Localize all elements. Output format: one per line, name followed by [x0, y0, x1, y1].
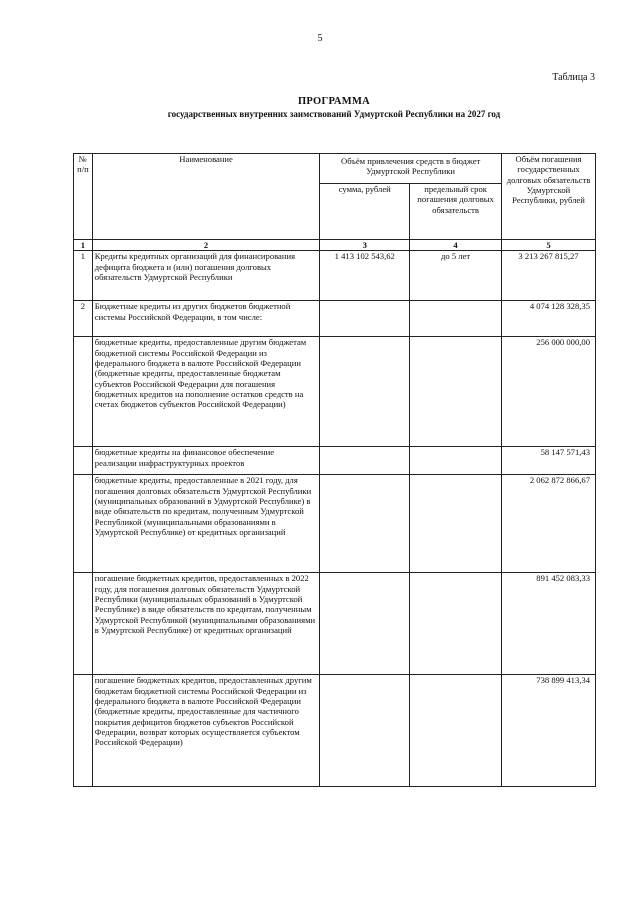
document-title: ПРОГРАММА — [297, 96, 371, 107]
row-term: до 5 лет — [410, 251, 502, 301]
row-name: Кредиты кредитных организаций для финансирования дефицита бюджета и (или) погашения долговых обязательств Удмуртской Республики — [92, 251, 320, 301]
row-num — [74, 475, 93, 573]
page-number: 5 — [317, 33, 323, 44]
row-repay: 58 147 571,43 — [502, 447, 596, 475]
header-amount: сумма, рублей — [320, 184, 410, 240]
row-term — [410, 447, 502, 475]
row-amount — [320, 573, 410, 675]
row-name: бюджетные кредиты, предоставленные в 2021 году, для погашения долговых обязательств Удмуртской Республики (муниципальных образований в Удмуртской Республике) в виде обязательств по кредитам, полученным Удмуртской Республикой (муниципальными образованиями в Удмуртской Республике) от кредитных организаций — [92, 475, 320, 573]
column-number: 4 — [410, 240, 502, 251]
row-name: бюджетные кредиты, предоставленные другим бюджетам бюджетной системы Российской Федерации из федерального бюджета в валюте Российской Федерации (бюджетные кредиты, предоставленные бюджетам субъектов Российской Федерации для погашения бюджетных кредитов на пополнение остатков средств на счетах бюджетов субъектов Российской Федерации) — [92, 337, 320, 447]
table-row — [74, 675, 596, 787]
header-repay: Объём погашения государственных долговых обязательств Удмуртской Республики, рублей — [502, 154, 596, 240]
row-repay: 2 062 872 866,67 — [502, 475, 596, 573]
column-number: 1 — [74, 240, 93, 251]
row-amount: 1 413 102 543,62 — [320, 251, 410, 301]
row-num — [74, 447, 93, 475]
table-row — [74, 573, 596, 675]
row-term — [410, 675, 502, 787]
row-num: 2 — [74, 301, 93, 337]
document-subtitle: государственных внутренних заимствований Удмуртской Республики на 2027 год — [167, 109, 501, 119]
column-number: 3 — [320, 240, 410, 251]
row-amount — [320, 337, 410, 447]
table-row — [74, 447, 596, 475]
table-row — [74, 475, 596, 573]
header-term: предельный срок погашения долговых обязательств — [410, 184, 502, 240]
table-row — [74, 301, 596, 337]
row-amount — [320, 475, 410, 573]
row-amount — [320, 447, 410, 475]
row-name: погашение бюджетных кредитов, предоставленных в 2022 году, для погашения долговых обязательств Удмуртской Республики (муниципальных образований в Удмуртской Республике) в виде обязательств по кредитам, полученным Удмуртской Республикой (муниципальными образованиями в Удмуртской Республике) от кредитных организаций — [92, 573, 320, 675]
column-number: 5 — [502, 240, 596, 251]
header-num: № п/п — [74, 154, 93, 240]
row-num: 1 — [74, 251, 93, 301]
row-repay: 4 074 128 328,35 — [502, 301, 596, 337]
row-amount — [320, 301, 410, 337]
row-num — [74, 337, 93, 447]
header-name: Наименование — [92, 154, 320, 240]
row-term — [410, 475, 502, 573]
column-number: 2 — [92, 240, 320, 251]
row-num — [74, 573, 93, 675]
row-name: погашение бюджетных кредитов, предоставленных другим бюджетам бюджетной системы Российской Федерации из федерального бюджета в валюте Российской Федерации (бюджетные кредиты, предоставленные для частичного покрытия дефицитов бюджетов субъектов Российской Федерации, возврат которых осуществляется субъектом Российской Федерации) — [92, 675, 320, 787]
borrowing-program-table — [73, 153, 596, 787]
row-repay: 738 899 413,34 — [502, 675, 596, 787]
row-repay: 891 452 083,33 — [502, 573, 596, 675]
table-label: Таблица 3 — [552, 72, 595, 83]
row-name: Бюджетные кредиты из других бюджетов бюджетной системы Российской Федерации, в том числе: — [92, 301, 320, 337]
row-term — [410, 573, 502, 675]
row-num — [74, 675, 93, 787]
table-row — [74, 251, 596, 301]
table-row — [74, 337, 596, 447]
row-term — [410, 301, 502, 337]
header-attract-group: Объём привлечения средств в бюджет Удмуртской Республики — [320, 154, 502, 184]
row-repay: 3 213 267 815,27 — [502, 251, 596, 301]
row-name: бюджетные кредиты на финансовое обеспечение реализации инфраструктурных проектов — [92, 447, 320, 475]
row-term — [410, 337, 502, 447]
row-amount — [320, 675, 410, 787]
row-repay: 256 000 000,00 — [502, 337, 596, 447]
